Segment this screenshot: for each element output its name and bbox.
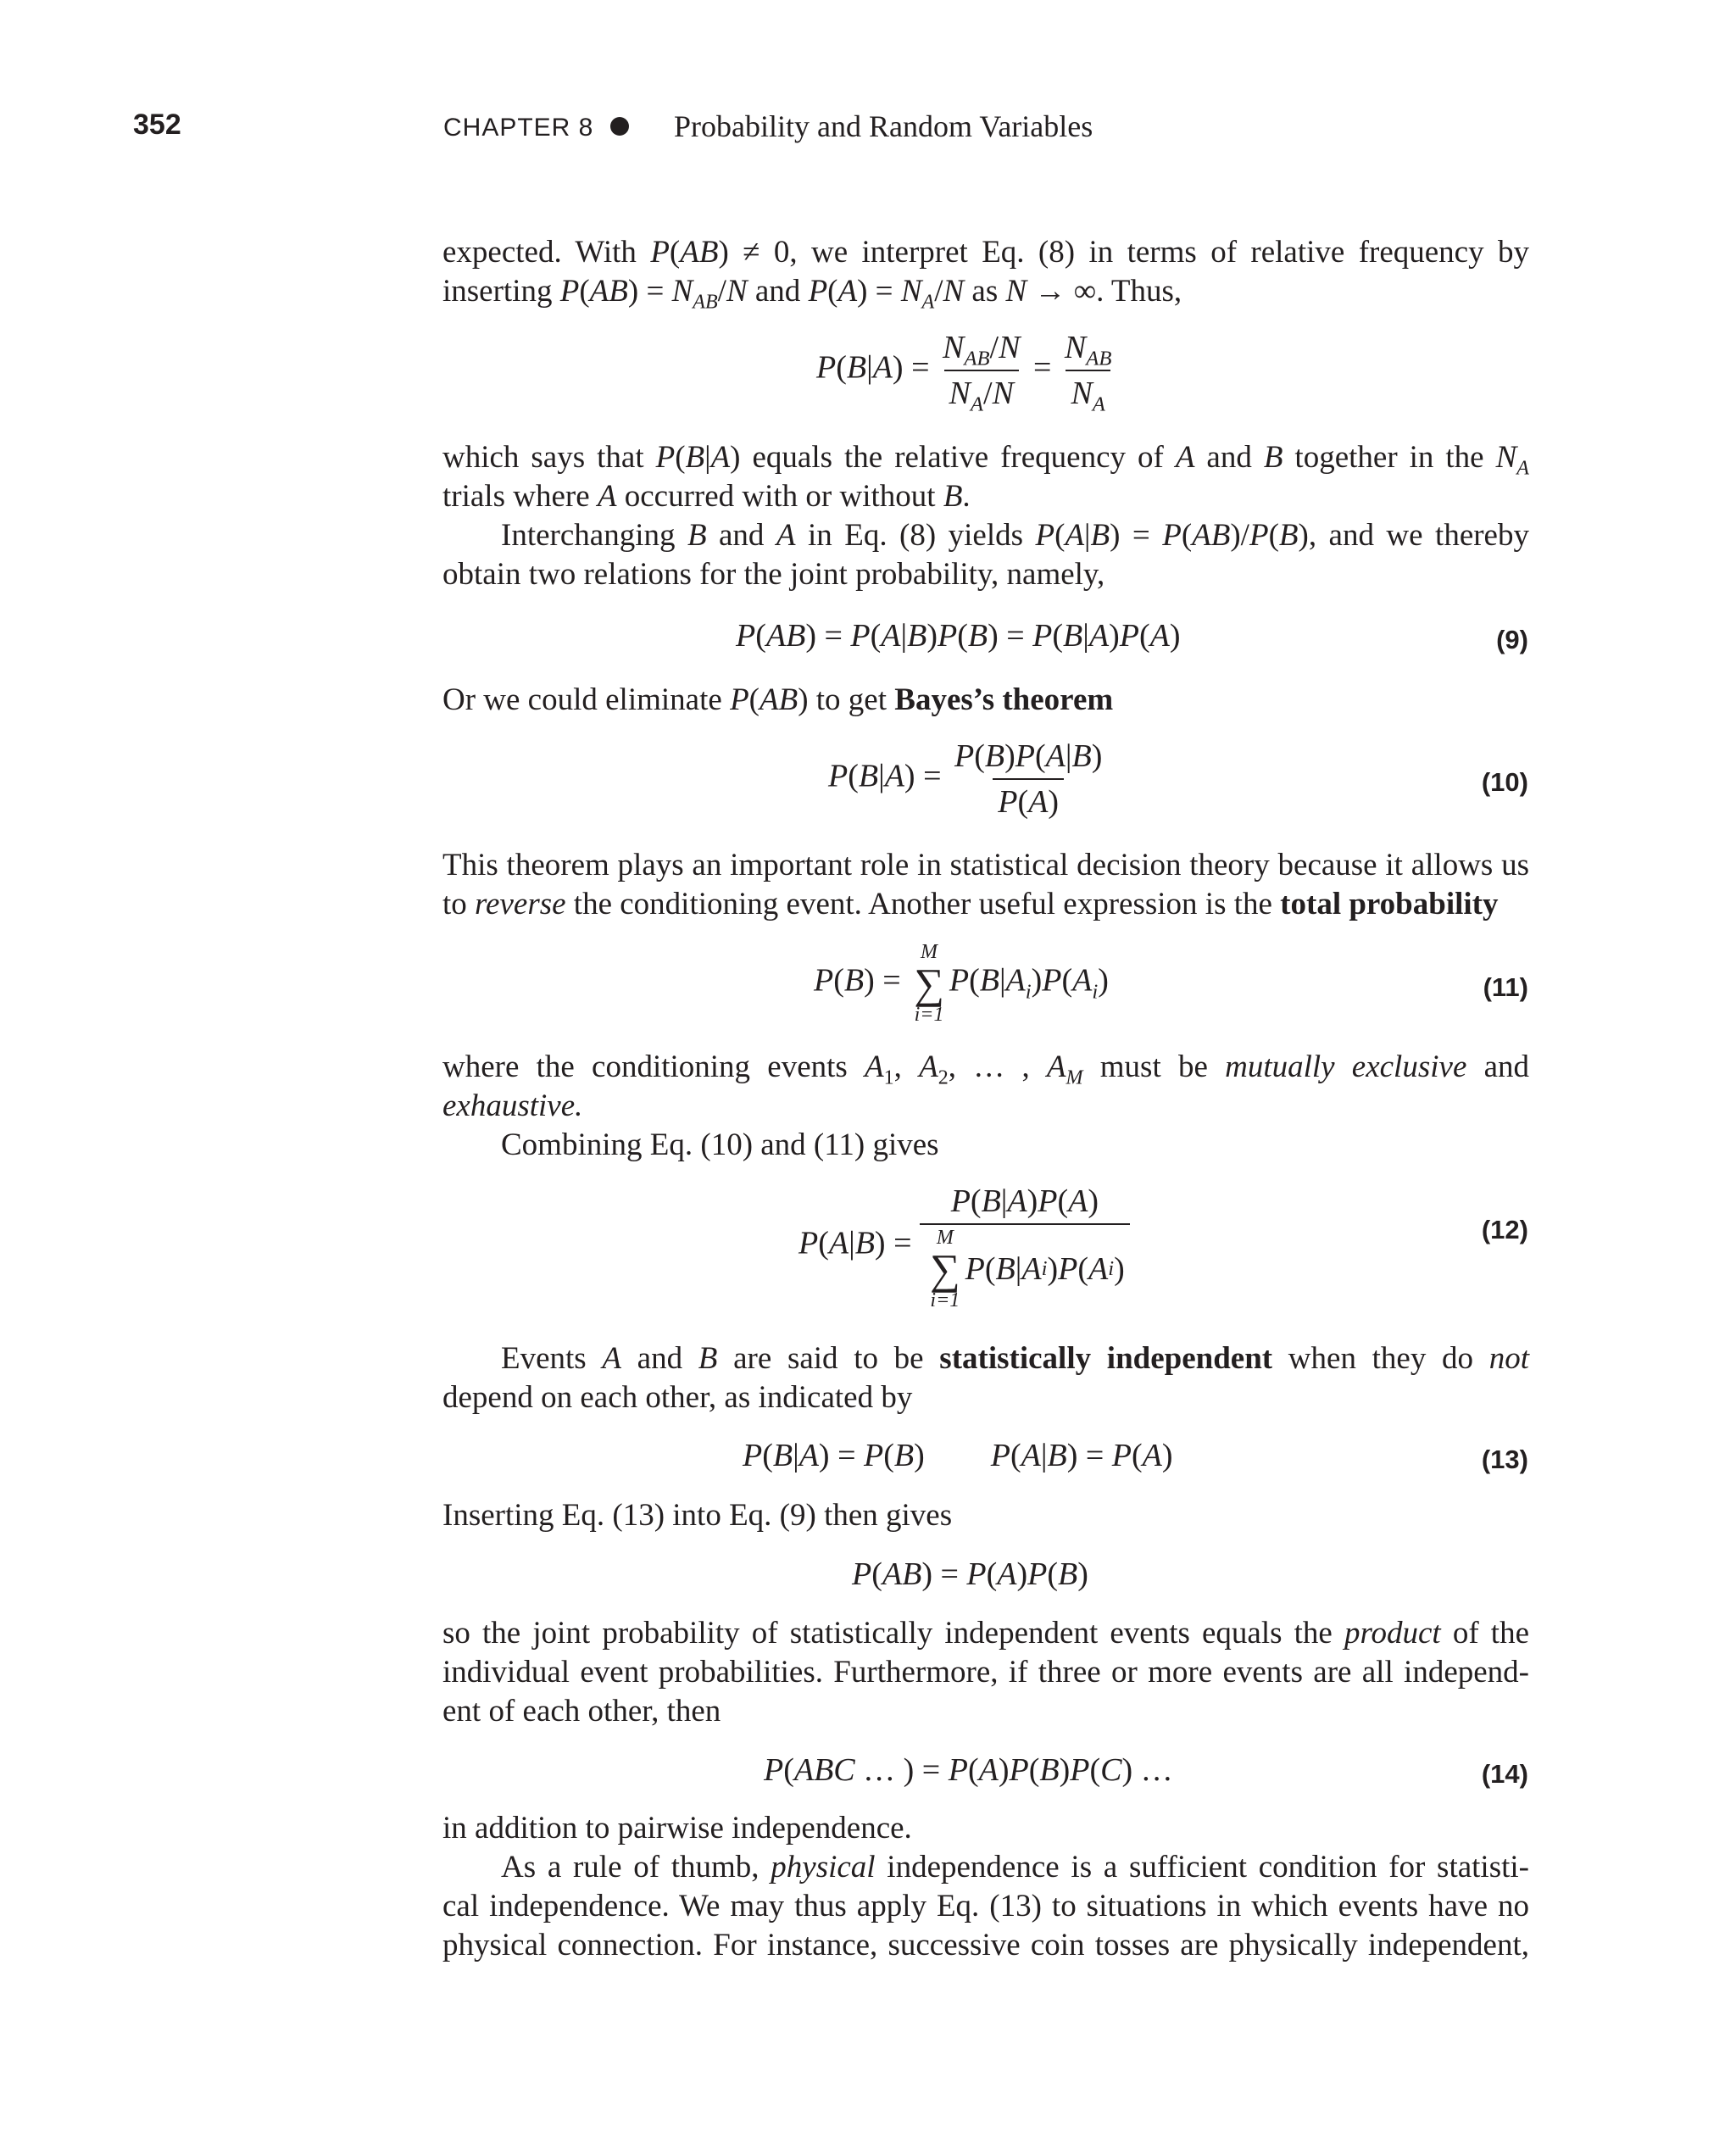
chapter-label: CHAPTER 8	[443, 114, 594, 142]
paragraph-line: in addition to pairwise independence.	[442, 1811, 912, 1846]
paragraph-line: inserting $P(AB) = N_{AB}/N$ and $P(A) = N_A/N$ as N → ∞. Thus,	[442, 274, 1182, 314]
equation-multiple-independence: P(ABC … ) = P(A)P(B)P(C) …	[764, 1752, 1173, 1788]
paragraph-line: Or we could eliminate P(AB) to get Bayes’s theorem	[442, 682, 1114, 717]
paragraph-line: As a rule of thumb, physical independence is a sufficient condition for statisti-	[501, 1850, 1529, 1885]
paragraph-line: to reverse the conditioning event. Another useful expression is the total probability	[442, 887, 1499, 921]
paragraph-line: Inserting Eq. (13) into Eq. (9) then gives	[442, 1498, 953, 1533]
paragraph-line: This theorem plays an important role in statistical decision theory because it allows us	[442, 848, 1529, 882]
paragraph-line: which says that P(B|A) equals the relative frequency of A and B together in the $N_A$	[442, 440, 1529, 480]
paragraph-line: physical connection. For instance, successive coin tosses are physically independent,	[442, 1928, 1529, 1962]
equation-independence: P(B|A) = P(B) P(A|B) = P(A)	[743, 1438, 1173, 1473]
paragraph-line: depend on each other, as indicated by	[442, 1380, 913, 1415]
page-number: 352	[133, 109, 181, 141]
equation-number: (12)	[1481, 1215, 1528, 1244]
paragraph-line: cal independence. We may thus apply Eq. (13) to situations in which events have no	[442, 1889, 1529, 1924]
equation-number: (9)	[1496, 625, 1528, 654]
equation-number: (11)	[1483, 972, 1528, 1002]
paragraph-line: Events A and B are said to be statistically independent when they do not	[501, 1341, 1529, 1376]
equation-number: (13)	[1481, 1445, 1528, 1474]
equation-number: (14)	[1481, 1759, 1528, 1789]
paragraph-line: Interchanging B and A in Eq. (8) yields P(A|B) = P(AB)/P(B), and we thereby	[501, 518, 1529, 553]
paragraph-line: trials where A occurred with or without B.	[442, 479, 971, 514]
equation-product-rule: P(AB) = P(A)P(B)	[852, 1556, 1088, 1592]
equation-bayes-theorem: P(B|A) = $\frac{P(B)P(A|B)}{P(A)}$	[828, 736, 1107, 822]
equation-conditional-frequency: P(B|A) = $\frac{N_{AB}/N}{N_A/N}$ = $\frac{N_{AB}}{N_A}$	[816, 330, 1112, 416]
paragraph-line: Combining Eq. (10) and (11) gives	[501, 1127, 939, 1162]
chapter-title: Probability and Random Variables	[674, 109, 1093, 143]
header-bullet	[610, 117, 629, 136]
equation-total-probability: P(B) = M ∑ i=1 $P(B|A_i)P(A_i)$	[814, 941, 1109, 1026]
equation-joint-probability: P(AB) = P(A|B)P(B) = P(B|A)P(A)	[736, 618, 1181, 654]
paragraph-line: individual event probabilities. Furthermore, if three or more events are all independ-	[442, 1655, 1529, 1690]
paragraph-line: so the joint probability of statistically independent events equals the product of the	[442, 1616, 1529, 1651]
paragraph-line: ent of each other, then	[442, 1694, 721, 1729]
paragraph-line: obtain two relations for the joint probability, namely,	[442, 557, 1105, 592]
equation-number: (10)	[1481, 767, 1528, 797]
paragraph-line: exhaustive.	[442, 1088, 583, 1123]
paragraph-line: where the conditioning events $A_1$, $A_2$, … , $A_M$ must be mutually exclusive and	[442, 1049, 1530, 1089]
equation-bayes-total: P(A|B) = P(B|A)P(A) M ∑ i=1 P ( B | A i ) P ( A i )	[798, 1181, 1130, 1311]
paragraph-line: expected. With P(AB) ≠ 0, we interpret Eq. (8) in terms of relative frequency by	[442, 235, 1529, 270]
